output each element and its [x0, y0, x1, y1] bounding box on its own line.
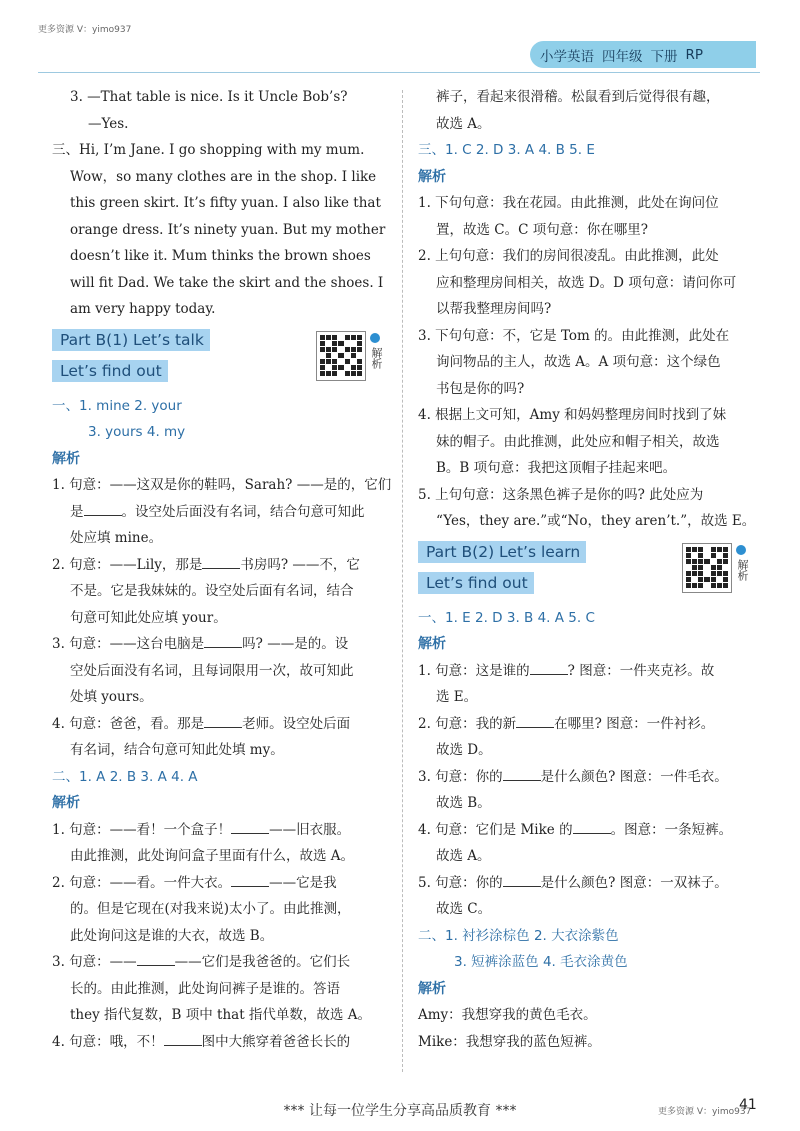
analysis-heading: 解析 [418, 168, 446, 185]
passage-line: orange dress. It’s ninety yuan. But my mother [70, 221, 386, 238]
analysis-heading: 解析 [52, 795, 80, 811]
explanation-line: 妹的帽子。由此推测，此处应和帽子相关，故选 [436, 433, 720, 450]
explanation-line: 2. 句意：我的新 在哪里? 图意：一件衬衫。 [418, 715, 715, 732]
answer-line: 3. yours 4. my [88, 424, 186, 440]
blank-line [516, 715, 554, 728]
blank-line [231, 821, 269, 834]
analysis-heading: 解析 [418, 980, 446, 997]
blank-line [204, 715, 242, 728]
explanation-line: 3. 句意：你的 是什么颜色? 图意：一件毛衣。 [418, 768, 728, 785]
blank-line [137, 953, 175, 966]
section-part-b2 [418, 539, 758, 601]
dialog-line: Mike：我想穿我的蓝色短裤。 [418, 1033, 601, 1050]
explanation-line: 1. 下句句意：我在花园。由此推测，此处在询问位 [418, 195, 719, 211]
explanation-line: 故选 B。 [436, 795, 491, 811]
explanation-line: 故选 C。 [436, 901, 492, 917]
answer-line: 二、1. A 2. B 3. A 4. A [52, 768, 198, 785]
answer-line: 二、1. 衬衫涂棕色 2. 大衣涂紫色 [418, 927, 619, 944]
section-title: Part B(1) Let’s talk [52, 329, 210, 351]
dialog-line: Amy：我想穿我的黄色毛衣。 [418, 1007, 597, 1023]
passage-line: am very happy today. [70, 301, 216, 317]
blank-line [164, 1033, 202, 1046]
section-title: Part B(2) Let’s learn [418, 541, 586, 563]
explanation-line: 故选 A。 [436, 848, 491, 864]
blank-line [231, 874, 269, 887]
explanation-line: 2. 句意：——看。一件大衣。 ——它是我 [52, 874, 337, 891]
explanation-line: 是 。设空处后面没有名词，结合句意可知此 [70, 503, 365, 520]
blank-line [503, 874, 541, 887]
explanation-line: 5. 句意：你的 是什么颜色? 图意：一双袜子。 [418, 874, 728, 891]
blank-line [204, 635, 242, 648]
explanation-line: 应和整理房间相关，故选 D。D 项句意：请问你可 [436, 274, 737, 291]
explanation-line: 以帮我整理房间吗? [436, 301, 552, 317]
blank-line [84, 503, 122, 516]
q3-line2: —Yes. [88, 115, 129, 132]
header-grade: 四年级 [602, 48, 643, 65]
explanation-line: 1. 句意：——看！一个盒子！ ——旧衣服。 [52, 821, 351, 838]
passage-line: this green skirt. It’s fifty yuan. I also like that [70, 195, 381, 211]
header-subject: 小学英语 [540, 48, 594, 65]
section-subtitle: Let’s find out [52, 360, 168, 382]
explanation-line: 4. 根据上文可知，Amy 和妈妈整理房间时找到了妹 [418, 407, 727, 423]
q3-line1: 3. —That table is nice. Is it Uncle Bob’s? [70, 89, 348, 105]
blank-line [530, 662, 568, 675]
passage-line: 三、Hi, I’m Jane. I go shopping with my mum. [52, 142, 365, 158]
blank-line [503, 768, 541, 781]
answer-line: 一、1. E 2. D 3. B 4. A 5. C [418, 609, 595, 626]
explanation-line: 空处后面没有名词，且每词限用一次，故可知此 [70, 662, 354, 679]
qr-label: 解析 [736, 558, 749, 581]
column-divider [402, 90, 403, 1072]
section-subtitle: Let’s find out [418, 572, 534, 594]
continuation-line: 裤子，看起来很滑稽。松鼠看到后觉得很有趣， [436, 89, 720, 105]
play-dot-icon [370, 333, 380, 343]
explanation-line: 2. 上句句意：我们的房间很凌乱。由此推测，此处 [418, 248, 719, 264]
explanation-line: 有名词，结合句意可知此处填 my。 [70, 742, 284, 758]
top-resource-note: 更多资源 V：yimo937 [38, 25, 132, 35]
explanation-line: 3. 句意：—— ——它们是我爸爸的。它们长 [52, 954, 351, 970]
qr-code-icon[interactable] [682, 543, 732, 593]
header-rule [38, 72, 760, 73]
explanation-line: 句意可知此处应填 your。 [70, 609, 227, 626]
explanation-line: 不是。它是我妹妹的。设空处后面有名词，结合 [70, 583, 354, 599]
answer-line: 3. 短裤涂蓝色 4. 毛衣涂黄色 [454, 954, 628, 970]
explanation-line: 处填 yours。 [70, 689, 153, 705]
explanation-line: 5. 上句句意：这条黑色裤子是你的吗? 此处应为 [418, 486, 704, 503]
blank-line [573, 821, 611, 834]
explanation-line: 3. 句意：——这台电脑是 吗? ——是的。设 [52, 636, 349, 652]
explanation-line: B。B 项句意：我把这顶帽子挂起来吧。 [436, 460, 677, 476]
qr-label: 解析 [370, 346, 383, 369]
header-term: 下册 [650, 48, 678, 65]
passage-line: will fit Dad. We take the skirt and the shoes. I [70, 274, 384, 291]
page-number: 41 [739, 1097, 757, 1113]
blank-line [202, 556, 240, 569]
explanation-line: 4. 句意：哦，不！ 图中大熊穿着爸爸长长的 [52, 1033, 351, 1050]
explanation-line: 1. 句意：这是谁的 ? 图意：一件夹克衫。故 [418, 662, 715, 679]
analysis-heading: 解析 [52, 450, 80, 467]
explanation-line: 询问物品的主人，故选 A。A 项句意：这个绿色 [436, 354, 721, 370]
section-part-b1 [52, 327, 385, 389]
explanation-line: 由此推测，此处询问盒子里面有什么，故选 A。 [70, 848, 355, 864]
explanation-line: 长的。由此推测，此处询问裤子是谁的。答语 [70, 980, 340, 997]
explanation-line: 此处询问这是谁的大衣，故选 B。 [70, 927, 274, 944]
explanation-line: 3. 下句句意：不，它是 Tom 的。由此推测，此处在 [418, 327, 730, 344]
analysis-heading: 解析 [418, 636, 446, 652]
answer-line: 三、1. C 2. D 3. A 4. B 5. E [418, 142, 595, 158]
right-column [418, 84, 758, 1055]
explanation-line: 故选 D。 [436, 742, 492, 758]
footer-resource-note: 更多资源 V：yimo937 [658, 1107, 752, 1117]
explanation-line: 的。但是它现在(对我来说)太小了。由此推测， [70, 901, 351, 917]
explanation-line: they 指代复数，B 项中 that 指代单数，故选 A。 [70, 1007, 371, 1023]
explanation-line: “Yes，they are.”或“No，they aren’t.”，故选 E。 [436, 513, 756, 529]
footer-slogan: *** 让每一位学生分享高品质教育 *** [283, 1103, 517, 1119]
answer-line: 一、1. mine 2. your [52, 397, 182, 414]
play-dot-icon [736, 545, 746, 555]
explanation-line: 处应填 mine。 [70, 530, 163, 546]
explanation-line: 4. 句意：爸爸，看。那是 老师。设空处后面 [52, 715, 351, 732]
qr-code-icon[interactable] [316, 331, 366, 381]
left-column [52, 84, 392, 1055]
explanation-line: 2. 句意：——Lily，那是 书房吗? ——不，它 [52, 556, 360, 573]
explanation-line: 置，故选 C。C 项句意：你在哪里? [436, 221, 648, 238]
subject-header-tag [530, 41, 756, 68]
continuation-line: 故选 A。 [436, 115, 491, 132]
explanation-line: 书包是你的吗? [436, 380, 525, 397]
passage-line: Wow，so many clothes are in the shop. I like [70, 168, 377, 185]
passage-line: doesn’t like it. Mum thinks the brown shoes [70, 248, 371, 264]
explanation-line: 1. 句意：——这双是你的鞋吗，Sarah? ——是的，它们 [52, 477, 392, 493]
header-edition: RP [685, 46, 704, 63]
explanation-line: 4. 句意：它们是 Mike 的 。图意：一条短裤。 [418, 821, 733, 838]
explanation-line: 选 E。 [436, 689, 478, 705]
